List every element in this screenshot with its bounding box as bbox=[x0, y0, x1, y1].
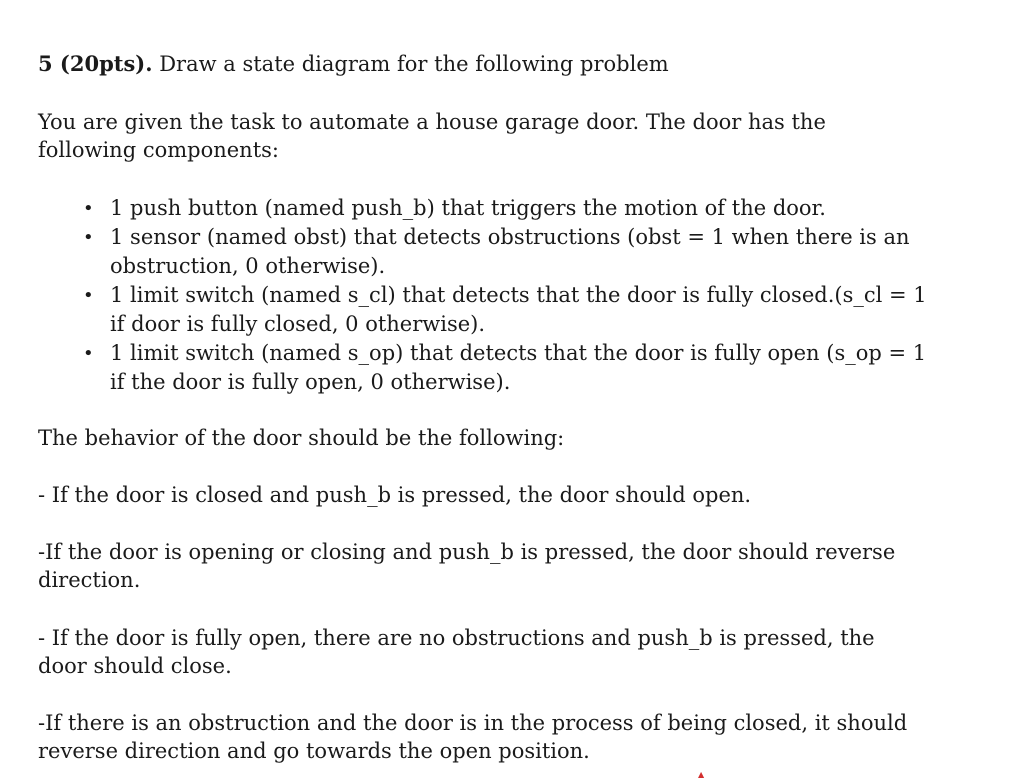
component-closed-limit-switch: 1 limit switch (named s_cl) that detects that the door is fully closed.(s_cl = 1 if door is fully closed, 0 otherwise). bbox=[110, 283, 927, 336]
rule-closed-press: - If the door is closed and push_b is pressed, the door should open. bbox=[38, 483, 752, 507]
intro-paragraph: You are given the task to automate a house garage door. The door has the following components: bbox=[38, 110, 826, 162]
behavior-heading: The behavior of the door should be the following: bbox=[38, 426, 565, 450]
bullet-icon: • bbox=[83, 198, 94, 219]
list-item bbox=[83, 223, 930, 281]
bullet-icon: • bbox=[83, 227, 94, 248]
component-open-limit-switch: 1 limit switch (named s_op) that detects that the door is fully open (s_op = 1 if the door is fully open, 0 otherwise). bbox=[110, 341, 927, 394]
rule-obstruction: -If there is an obstruction and the door is in the process of being closed, it should reverse direction and go towards the open position. bbox=[38, 711, 908, 763]
problem-prompt: Draw a state diagram for the following problem bbox=[152, 52, 669, 76]
component-push-button: 1 push button (named push_b) that triggers the motion of the door. bbox=[110, 196, 826, 220]
component-obstruction-sensor: 1 sensor (named obst) that detects obstructions (obst = 1 when there is an obstruction, 0 otherwise). bbox=[110, 225, 910, 278]
rule-moving-press: -If the door is opening or closing and push_b is pressed, the door should reverse direction. bbox=[38, 540, 896, 592]
problem-number-points: 5 (20pts). bbox=[38, 51, 153, 76]
red-margin-mark-icon: ▲ bbox=[698, 770, 705, 779]
list-item bbox=[83, 339, 930, 397]
list-item bbox=[83, 194, 930, 223]
rule-open-press: - If the door is fully open, there are no obstructions and push_b is pressed, the door should close. bbox=[38, 626, 875, 678]
problem-title bbox=[38, 50, 669, 78]
list-item bbox=[83, 281, 930, 339]
bullet-icon: • bbox=[83, 343, 94, 364]
components-list bbox=[83, 194, 930, 397]
bullet-icon: • bbox=[83, 285, 94, 306]
